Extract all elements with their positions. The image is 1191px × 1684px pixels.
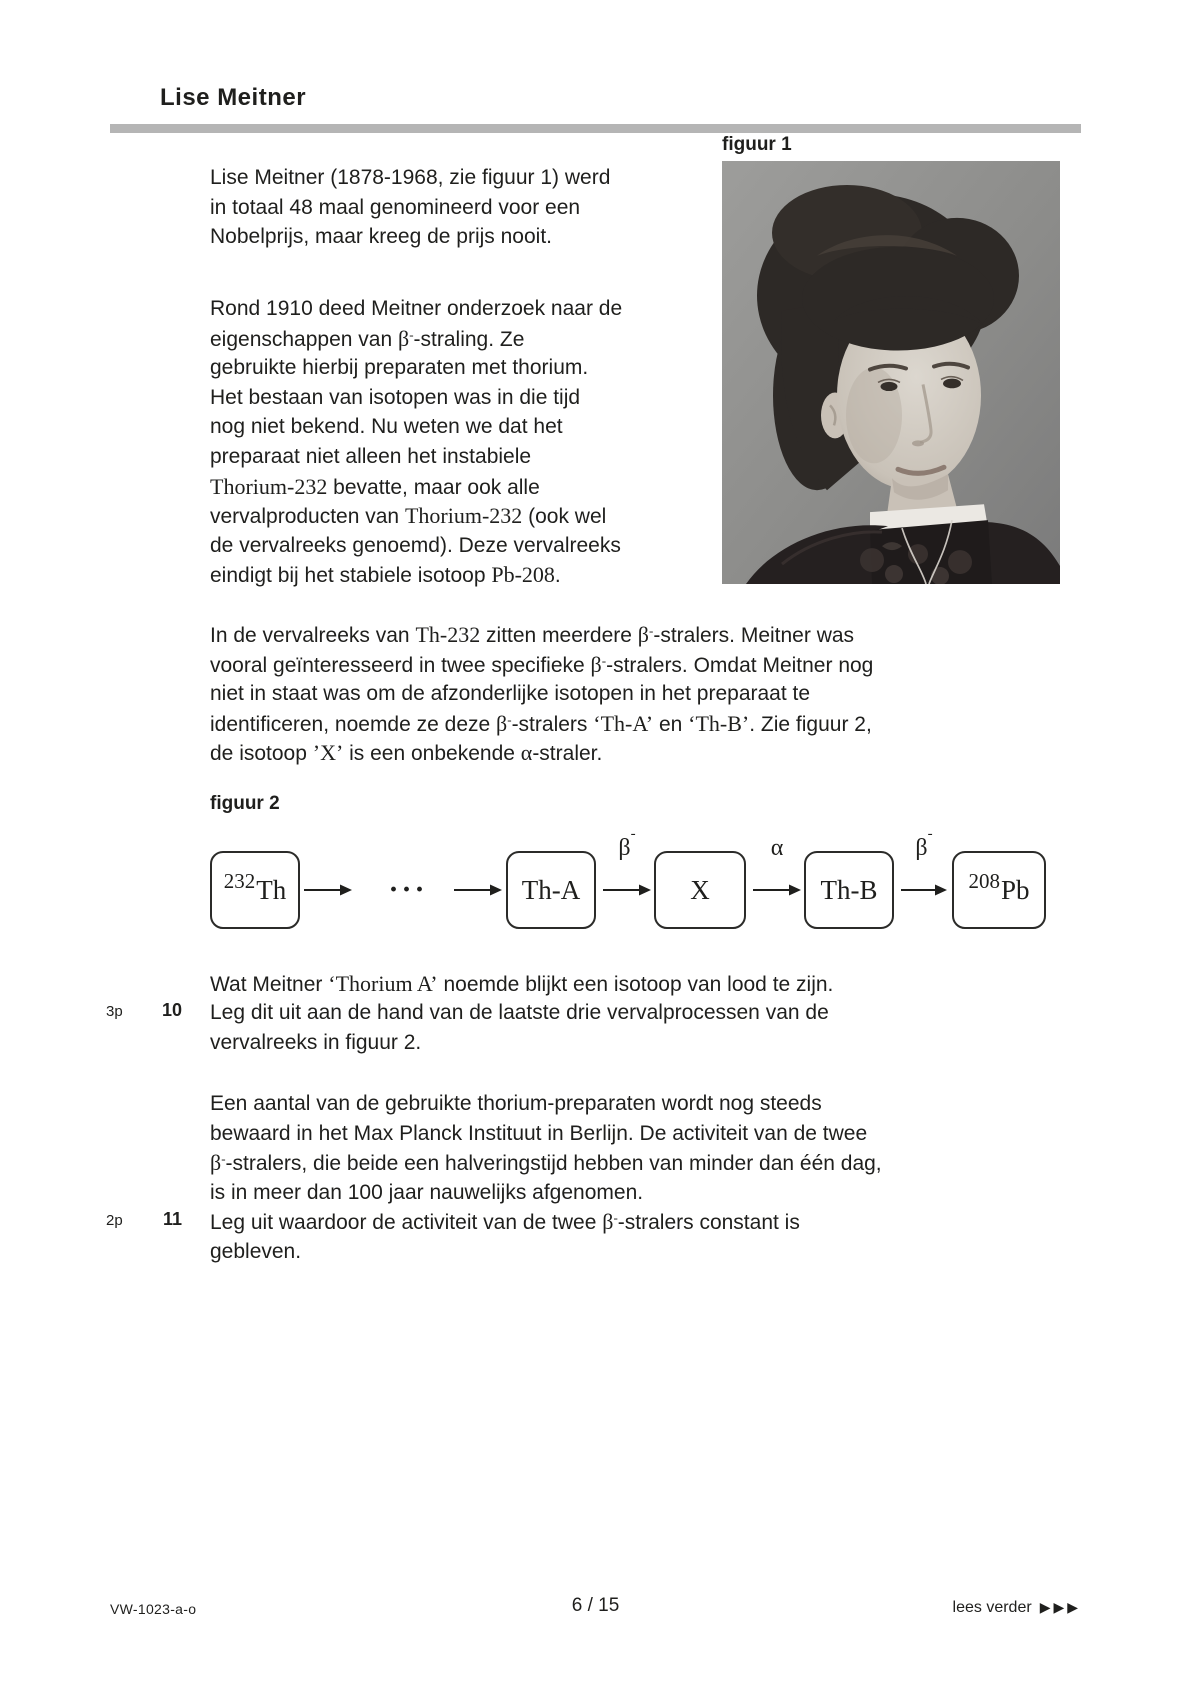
research-paragraph: Rond 1910 deed Meitner onderzoek naar de eigenschappen van β--straling. Ze gebruikte hierbij preparaten met thorium. Het bestaan van isotopen was in die tijd nog niet bekend. Nu weten we dat het preparaat niet alleen het instabiele Thorium-232 bevatte, maar ook alle vervalproducten van Thorium-232 (ook wel de vervalreeks genoemd). Deze vervalreeks eindigt bij het stabiele isotoop Pb-208. bbox=[210, 297, 623, 588]
page-title: Lise Meitner bbox=[160, 84, 307, 111]
lise-meitner-portrait bbox=[722, 161, 1060, 584]
figure1-label: figuur 1 bbox=[722, 134, 792, 155]
isotope-thA: Th-A bbox=[521, 874, 581, 905]
element-th: Th bbox=[256, 874, 287, 905]
title-divider-bar bbox=[110, 124, 1081, 133]
figure2-arrow-alpha bbox=[750, 835, 804, 929]
continue-indicator bbox=[953, 1599, 1081, 1617]
figure2-box-pb208 bbox=[952, 851, 1046, 929]
right-arrow-icon bbox=[603, 883, 651, 897]
figure2-arrow bbox=[304, 851, 352, 929]
decay-series-paragraph: In de vervalreeks van Th-232 zitten meerdere β--stralers. Meitner was vooral geïnteresseerd in twee specifieke β--stralers. Omdat Meitner nog niet in staat was om de afzonderlijke isotopen in het preparaat te identificeren, noemde ze deze β--stralers ‘Th-A’ en ‘Th-B’. Zie figuur 2, de isotoop ’X’ is een onbekende α-straler. bbox=[210, 622, 874, 766]
figure2-box-thA bbox=[506, 851, 596, 929]
question10-points: 3p bbox=[106, 1003, 123, 1020]
figure2-arrow-beta2 bbox=[898, 826, 950, 929]
isotope-x: X bbox=[690, 874, 710, 905]
figure1-photo bbox=[722, 161, 1060, 584]
right-arrow-icon bbox=[753, 883, 801, 897]
figure2-box-x bbox=[654, 851, 746, 929]
figure2-box-thB bbox=[804, 851, 894, 929]
figure2-diagram bbox=[210, 820, 1050, 935]
question11-points: 2p bbox=[106, 1212, 123, 1229]
intro-paragraph: Lise Meitner (1878-1968, zie figuur 1) werd in totaal 48 maal genomineerd voor een Nobelprijs, maar kreeg de prijs nooit. bbox=[210, 166, 611, 249]
right-arrow-icon bbox=[901, 883, 947, 897]
isotope-thB: Th-B bbox=[820, 874, 878, 905]
figure2-ellipsis: ··· bbox=[388, 873, 428, 906]
right-arrow-icon bbox=[454, 883, 502, 897]
document-code: VW-1023-a-o bbox=[110, 1601, 197, 1617]
question10-text: Leg dit uit aan de hand van de laatste drie vervalprocessen van de vervalreeks in figuur 2. bbox=[210, 1001, 829, 1054]
mass-number-208: 208 bbox=[968, 868, 1000, 893]
alpha-decay-label: α bbox=[770, 835, 784, 861]
page-number: 6 / 15 bbox=[571, 1595, 620, 1616]
continue-label: lees verder bbox=[952, 1599, 1032, 1616]
beta-decay-label: β- bbox=[915, 826, 933, 861]
mass-number-232: 232 bbox=[223, 868, 256, 893]
beta-decay-label: β- bbox=[618, 826, 636, 861]
question11-text: Leg uit waardoor de activiteit van de twee β--stralers constant is gebleven. bbox=[210, 1209, 800, 1263]
question10-intro: Wat Meitner ‘Thorium A’ noemde blijkt een isotoop van lood te zijn. bbox=[210, 971, 834, 996]
figure2-arrow bbox=[454, 851, 502, 929]
question11-number: 11 bbox=[162, 1209, 182, 1229]
continue-arrows-icon: ▶▶▶ bbox=[1039, 1599, 1081, 1615]
element-pb: Pb bbox=[1000, 874, 1030, 905]
right-arrow-icon bbox=[304, 883, 352, 897]
question10-number: 10 bbox=[161, 1000, 182, 1020]
figure2-box-th232 bbox=[210, 851, 300, 929]
figure2-label: figuur 2 bbox=[210, 793, 280, 814]
preparations-paragraph: Een aantal van de gebruikte thorium-preparaten wordt nog steeds bewaard in het Max Planck Instituut in Berlijn. De activiteit van de twee β--stralers, die beide een halveringstijd hebben van minder dan één dag, is in meer dan 100 jaar nauwelijks afgenomen. bbox=[210, 1092, 882, 1204]
figure2-arrow-beta1 bbox=[600, 826, 654, 929]
